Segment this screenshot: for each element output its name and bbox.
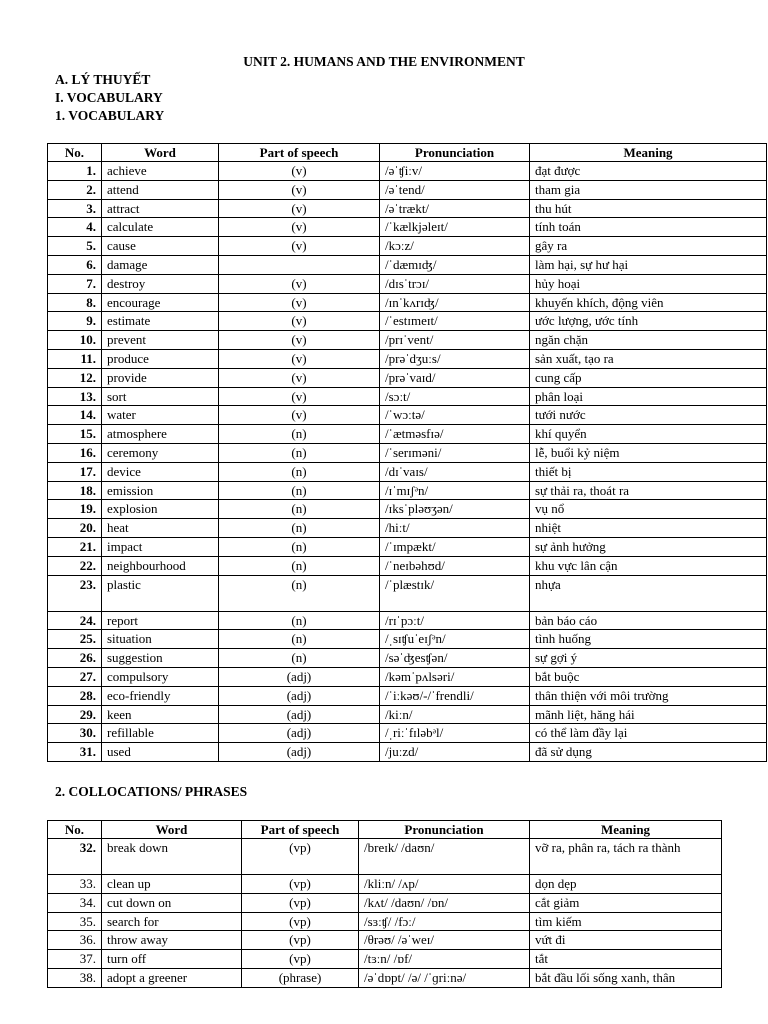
table-row xyxy=(48,705,767,724)
row-number: 31. xyxy=(48,743,102,762)
table-header-row xyxy=(48,144,767,162)
row-word: explosion xyxy=(102,500,219,519)
row-number: 8. xyxy=(48,293,102,312)
table-row xyxy=(48,667,767,686)
row-pronunciation: /prəˈvaɪd/ xyxy=(380,368,530,387)
row-part-of-speech: (adj) xyxy=(219,705,380,724)
row-word: ceremony xyxy=(102,443,219,462)
table-row xyxy=(48,199,767,218)
table-row xyxy=(48,912,722,931)
row-word: suggestion xyxy=(102,649,219,668)
row-number: 25. xyxy=(48,630,102,649)
row-meaning: sự ảnh hưởng xyxy=(530,537,767,556)
row-part-of-speech: (adj) xyxy=(219,743,380,762)
table-row xyxy=(48,293,767,312)
row-meaning: lễ, buổi kỷ niệm xyxy=(530,443,767,462)
row-meaning: khuyến khích, động viên xyxy=(530,293,767,312)
row-word: search for xyxy=(102,912,242,931)
row-number: 5. xyxy=(48,237,102,256)
row-meaning: tính toán xyxy=(530,218,767,237)
row-number: 10. xyxy=(48,331,102,350)
row-part-of-speech: (v) xyxy=(219,349,380,368)
row-pronunciation: /kiːn/ xyxy=(380,705,530,724)
row-pronunciation: /ˈestɪmeɪt/ xyxy=(380,312,530,331)
row-number: 12. xyxy=(48,368,102,387)
col-header-part-of-speech: Part of speech xyxy=(242,821,359,839)
row-number: 17. xyxy=(48,462,102,481)
row-part-of-speech: (n) xyxy=(219,425,380,444)
table-row xyxy=(48,575,767,611)
row-word: water xyxy=(102,406,219,425)
row-meaning: sự gợi ý xyxy=(530,649,767,668)
table-row xyxy=(48,462,767,481)
table-row xyxy=(48,537,767,556)
row-pronunciation: /sɜːʧ/ /fɔː/ xyxy=(359,912,530,931)
row-pronunciation: /ˌsɪʧuˈeɪʃᵊn/ xyxy=(380,630,530,649)
row-pronunciation: /prɪˈvent/ xyxy=(380,331,530,350)
row-meaning: khu vực lân cận xyxy=(530,556,767,575)
row-number: 37. xyxy=(48,950,102,969)
row-number: 6. xyxy=(48,255,102,274)
heading-theory: A. LÝ THUYẾT xyxy=(55,72,151,87)
row-part-of-speech: (vp) xyxy=(242,839,359,875)
row-word: destroy xyxy=(102,274,219,293)
table-row xyxy=(48,950,722,969)
row-meaning: tìm kiếm xyxy=(530,912,722,931)
row-pronunciation: /hiːt/ xyxy=(380,519,530,538)
row-meaning: có thể làm đầy lại xyxy=(530,724,767,743)
row-part-of-speech: (vp) xyxy=(242,875,359,894)
row-pronunciation: /ɪnˈkʌrɪʤ/ xyxy=(380,293,530,312)
heading-vocabulary-section: 1. VOCABULARY xyxy=(55,108,165,123)
row-word: achieve xyxy=(102,162,219,181)
col-header-pronunciation: Pronunciation xyxy=(380,144,530,162)
row-part-of-speech: (adj) xyxy=(219,724,380,743)
table-row xyxy=(48,556,767,575)
row-meaning: tắt xyxy=(530,950,722,969)
table-row xyxy=(48,237,767,256)
table-row xyxy=(48,875,722,894)
col-header-meaning: Meaning xyxy=(530,821,722,839)
row-part-of-speech: (v) xyxy=(219,162,380,181)
row-number: 34. xyxy=(48,893,102,912)
row-word: emission xyxy=(102,481,219,500)
row-word: prevent xyxy=(102,331,219,350)
row-number: 9. xyxy=(48,312,102,331)
row-word: produce xyxy=(102,349,219,368)
row-part-of-speech: (n) xyxy=(219,649,380,668)
table-row xyxy=(48,331,767,350)
row-part-of-speech: (n) xyxy=(219,537,380,556)
row-number: 33. xyxy=(48,875,102,894)
row-word: keen xyxy=(102,705,219,724)
row-meaning: cung cấp xyxy=(530,368,767,387)
table-row xyxy=(48,686,767,705)
row-number: 29. xyxy=(48,705,102,724)
row-word: heat xyxy=(102,519,219,538)
table-row xyxy=(48,349,767,368)
row-meaning: vứt đi xyxy=(530,931,722,950)
row-pronunciation: /əˈtrækt/ xyxy=(380,199,530,218)
table-row xyxy=(48,274,767,293)
row-part-of-speech: (vp) xyxy=(242,912,359,931)
row-pronunciation: /breɪk/ /daʊn/ xyxy=(359,839,530,875)
row-number: 4. xyxy=(48,218,102,237)
row-meaning: vụ nổ xyxy=(530,500,767,519)
row-word: attract xyxy=(102,199,219,218)
row-word: cause xyxy=(102,237,219,256)
col-header-no: No. xyxy=(48,144,102,162)
row-part-of-speech: (phrase) xyxy=(242,968,359,987)
row-pronunciation: /ˈserɪməni/ xyxy=(380,443,530,462)
row-word: turn off xyxy=(102,950,242,969)
row-number: 38. xyxy=(48,968,102,987)
row-part-of-speech: (n) xyxy=(219,481,380,500)
row-word: damage xyxy=(102,255,219,274)
col-header-pronunciation: Pronunciation xyxy=(359,821,530,839)
row-part-of-speech: (v) xyxy=(219,180,380,199)
row-meaning: dọn dẹp xyxy=(530,875,722,894)
row-pronunciation: /dɪˈvaɪs/ xyxy=(380,462,530,481)
row-meaning: thân thiện với môi trường xyxy=(530,686,767,705)
row-number: 26. xyxy=(48,649,102,668)
row-meaning: đã sử dụng xyxy=(530,743,767,762)
row-word: adopt a greener xyxy=(102,968,242,987)
table-row xyxy=(48,443,767,462)
table-row xyxy=(48,255,767,274)
row-pronunciation: /əˈdɒpt/ /ə/ /ˈɡriːnə/ xyxy=(359,968,530,987)
row-part-of-speech: (v) xyxy=(219,387,380,406)
table-row xyxy=(48,218,767,237)
table-row xyxy=(48,649,767,668)
row-word: calculate xyxy=(102,218,219,237)
row-pronunciation: /ˈætməsfɪə/ xyxy=(380,425,530,444)
row-number: 28. xyxy=(48,686,102,705)
table-row xyxy=(48,893,722,912)
row-part-of-speech: (n) xyxy=(219,519,380,538)
row-meaning: khí quyển xyxy=(530,425,767,444)
row-part-of-speech: (n) xyxy=(219,630,380,649)
table-row xyxy=(48,406,767,425)
row-number: 21. xyxy=(48,537,102,556)
row-pronunciation: /kʌt/ /daʊn/ /ɒn/ xyxy=(359,893,530,912)
row-number: 32. xyxy=(48,839,102,875)
table-row xyxy=(48,519,767,538)
table-row xyxy=(48,611,767,630)
row-number: 11. xyxy=(48,349,102,368)
row-pronunciation: /sɔːt/ xyxy=(380,387,530,406)
row-part-of-speech: (v) xyxy=(219,274,380,293)
row-number: 16. xyxy=(48,443,102,462)
row-number: 3. xyxy=(48,199,102,218)
col-header-word: Word xyxy=(102,821,242,839)
row-part-of-speech: (vp) xyxy=(242,893,359,912)
row-number: 36. xyxy=(48,931,102,950)
row-number: 7. xyxy=(48,274,102,293)
row-number: 15. xyxy=(48,425,102,444)
col-header-meaning: Meaning xyxy=(530,144,767,162)
row-part-of-speech: (vp) xyxy=(242,950,359,969)
col-header-word: Word xyxy=(102,144,219,162)
row-meaning: sản xuất, tạo ra xyxy=(530,349,767,368)
table-row xyxy=(48,368,767,387)
table-row xyxy=(48,839,722,875)
table-header-row xyxy=(48,821,722,839)
row-word: device xyxy=(102,462,219,481)
row-word: refillable xyxy=(102,724,219,743)
row-part-of-speech: (n) xyxy=(219,462,380,481)
row-part-of-speech: (v) xyxy=(219,293,380,312)
row-meaning: ngăn chặn xyxy=(530,331,767,350)
row-part-of-speech: (n) xyxy=(219,556,380,575)
row-word: estimate xyxy=(102,312,219,331)
row-pronunciation: /kliːn/ /ʌp/ xyxy=(359,875,530,894)
table-row xyxy=(48,312,767,331)
row-meaning: bắt buộc xyxy=(530,667,767,686)
row-meaning: làm hại, sự hư hại xyxy=(530,255,767,274)
row-number: 1. xyxy=(48,162,102,181)
row-pronunciation: /tɜːn/ /ɒf/ xyxy=(359,950,530,969)
vocabulary-table xyxy=(47,143,767,762)
row-part-of-speech: (v) xyxy=(219,368,380,387)
collocations-table xyxy=(47,820,722,988)
row-number: 14. xyxy=(48,406,102,425)
row-number: 19. xyxy=(48,500,102,519)
row-part-of-speech: (vp) xyxy=(242,931,359,950)
row-pronunciation: /səˈʤesʧən/ xyxy=(380,649,530,668)
row-pronunciation: /ˈiːkəʊ/-/ˈfrendli/ xyxy=(380,686,530,705)
row-number: 23. xyxy=(48,575,102,611)
row-meaning: tưới nước xyxy=(530,406,767,425)
row-number: 20. xyxy=(48,519,102,538)
heading-collocations: 2. COLLOCATIONS/ PHRASES xyxy=(55,784,248,799)
table-row xyxy=(48,387,767,406)
row-meaning: thu hút xyxy=(530,199,767,218)
row-pronunciation: /prəˈdʒuːs/ xyxy=(380,349,530,368)
row-meaning: mãnh liệt, hăng hái xyxy=(530,705,767,724)
row-part-of-speech: (v) xyxy=(219,406,380,425)
table-row xyxy=(48,425,767,444)
row-part-of-speech: (v) xyxy=(219,199,380,218)
row-meaning: đạt được xyxy=(530,162,767,181)
row-meaning: nhiệt xyxy=(530,519,767,538)
row-word: break down xyxy=(102,839,242,875)
row-part-of-speech: (v) xyxy=(219,331,380,350)
row-part-of-speech: (adj) xyxy=(219,667,380,686)
row-word: compulsory xyxy=(102,667,219,686)
col-header-no: No. xyxy=(48,821,102,839)
row-number: 27. xyxy=(48,667,102,686)
row-pronunciation: /ˈdæmɪʤ/ xyxy=(380,255,530,274)
row-part-of-speech: (n) xyxy=(219,500,380,519)
row-number: 30. xyxy=(48,724,102,743)
row-meaning: bắt đầu lối sống xanh, thân xyxy=(530,968,722,987)
table-row xyxy=(48,630,767,649)
col-header-part-of-speech: Part of speech xyxy=(219,144,380,162)
row-meaning: hủy hoại xyxy=(530,274,767,293)
row-meaning: sự thải ra, thoát ra xyxy=(530,481,767,500)
document-title: UNIT 2. HUMANS AND THE ENVIRONMENT xyxy=(243,54,525,69)
row-word: plastic xyxy=(102,575,219,611)
row-meaning: gây ra xyxy=(530,237,767,256)
row-number: 18. xyxy=(48,481,102,500)
row-meaning: tình huống xyxy=(530,630,767,649)
row-pronunciation: /ˈplæstɪk/ xyxy=(380,575,530,611)
row-meaning: bản báo cáo xyxy=(530,611,767,630)
row-pronunciation: /ɪksˈpləʊʒən/ xyxy=(380,500,530,519)
row-word: report xyxy=(102,611,219,630)
row-number: 22. xyxy=(48,556,102,575)
row-meaning: ước lượng, ước tính xyxy=(530,312,767,331)
row-pronunciation: /juːzd/ xyxy=(380,743,530,762)
heading-vocabulary: I. VOCABULARY xyxy=(55,90,163,105)
row-pronunciation: /dɪsˈtrɔɪ/ xyxy=(380,274,530,293)
row-word: atmosphere xyxy=(102,425,219,444)
row-meaning: phân loại xyxy=(530,387,767,406)
table-row xyxy=(48,931,722,950)
row-part-of-speech: (n) xyxy=(219,611,380,630)
row-pronunciation: /rɪˈpɔːt/ xyxy=(380,611,530,630)
row-part-of-speech: (v) xyxy=(219,312,380,331)
row-word: impact xyxy=(102,537,219,556)
row-pronunciation: /ˈneɪbəhʊd/ xyxy=(380,556,530,575)
row-part-of-speech xyxy=(219,255,380,274)
row-part-of-speech: (adj) xyxy=(219,686,380,705)
row-number: 13. xyxy=(48,387,102,406)
row-word: provide xyxy=(102,368,219,387)
table-row xyxy=(48,481,767,500)
row-pronunciation: /ɪˈmɪʃᵊn/ xyxy=(380,481,530,500)
row-part-of-speech: (v) xyxy=(219,237,380,256)
row-number: 2. xyxy=(48,180,102,199)
row-word: throw away xyxy=(102,931,242,950)
row-word: situation xyxy=(102,630,219,649)
row-pronunciation: /ˈɪmpækt/ xyxy=(380,537,530,556)
table-row xyxy=(48,724,767,743)
row-number: 35. xyxy=(48,912,102,931)
table-row xyxy=(48,743,767,762)
row-part-of-speech: (v) xyxy=(219,218,380,237)
row-meaning: vỡ ra, phân ra, tách ra thành xyxy=(530,839,722,875)
row-pronunciation: /θrəʊ/ /əˈweɪ/ xyxy=(359,931,530,950)
row-word: used xyxy=(102,743,219,762)
row-word: attend xyxy=(102,180,219,199)
row-word: encourage xyxy=(102,293,219,312)
row-meaning: thiết bị xyxy=(530,462,767,481)
row-pronunciation: /ˌriːˈfɪləbᵊl/ xyxy=(380,724,530,743)
table-row xyxy=(48,968,722,987)
row-pronunciation: /kɔːz/ xyxy=(380,237,530,256)
row-pronunciation: /kəmˈpʌlsəri/ xyxy=(380,667,530,686)
row-word: cut down on xyxy=(102,893,242,912)
table-row xyxy=(48,162,767,181)
row-part-of-speech: (n) xyxy=(219,443,380,462)
row-pronunciation: /əˈtend/ xyxy=(380,180,530,199)
row-meaning: nhựa xyxy=(530,575,767,611)
row-pronunciation: /ˈkælkjəleɪt/ xyxy=(380,218,530,237)
row-word: sort xyxy=(102,387,219,406)
row-pronunciation: /ˈwɔːtə/ xyxy=(380,406,530,425)
row-word: neighbourhood xyxy=(102,556,219,575)
table-row xyxy=(48,180,767,199)
row-word: clean up xyxy=(102,875,242,894)
row-part-of-speech: (n) xyxy=(219,575,380,611)
table-row xyxy=(48,500,767,519)
row-meaning: tham gia xyxy=(530,180,767,199)
row-number: 24. xyxy=(48,611,102,630)
row-word: eco-friendly xyxy=(102,686,219,705)
row-meaning: cắt giảm xyxy=(530,893,722,912)
row-pronunciation: /əˈʧiːv/ xyxy=(380,162,530,181)
